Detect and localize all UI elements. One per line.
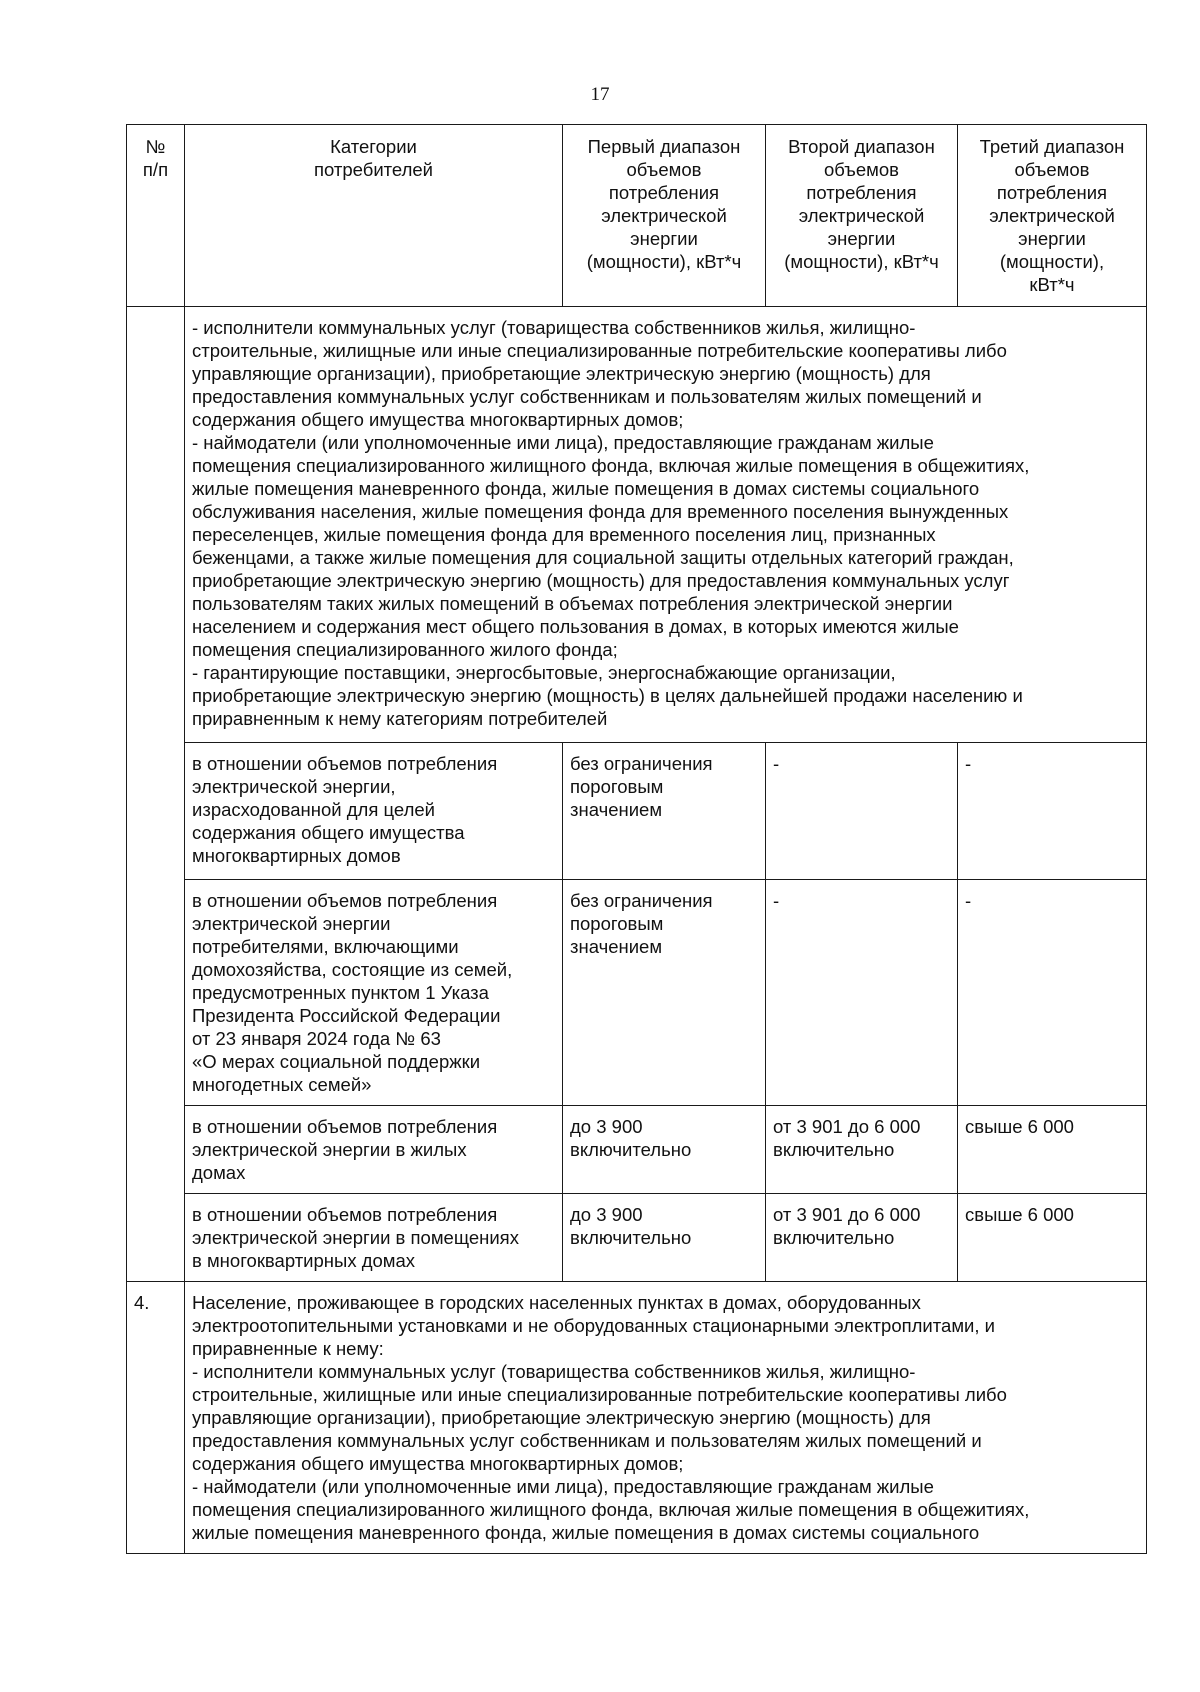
header-range2: Второй диапазон объемов потребления электрической энергии (мощности), кВт*ч (766, 125, 958, 307)
row-range3: - (958, 743, 1147, 880)
header-category: Категории потребителей (185, 125, 563, 307)
row-range3: свыше 6 000 (958, 1106, 1147, 1194)
row-range1: без ограничения пороговым значением (563, 880, 766, 1106)
tariff-table (126, 124, 1147, 1554)
continuation-num-cell (127, 307, 185, 1282)
page-number: 17 (590, 84, 610, 105)
table-header-row (127, 125, 1147, 307)
row-range3: свыше 6 000 (958, 1194, 1147, 1282)
row-range1: до 3 900 включительно (563, 1106, 766, 1194)
section-4-row (127, 1282, 1147, 1554)
row-range3: - (958, 880, 1147, 1106)
section-4-number: 4. (127, 1282, 185, 1554)
row-range2: - (766, 880, 958, 1106)
header-range1: Первый диапазон объемов потребления электрической энергии (мощности), кВт*ч (563, 125, 766, 307)
row-range1: без ограничения пороговым значением (563, 743, 766, 880)
section-4-text: Население, проживающее в городских населенных пунктах в домах, оборудованных электроотопительными установками и не оборудованных стационарными электроплитами, и приравненные к нему: - исполнители коммунальных услуг (товарищества собственников жилья, жилищно- строительные, жилищные или иные специализированные потребительские кооперативы либо управляющие организации), приобретающие электрическую энергию (мощность) для предоставления коммунальных услуг собственникам и пользователям жилых помещений и содержания общего имущества многоквартирных домов; - наймодатели (или уполномоченные ими лица), предоставляющие гражданам жилые помещения специализированного жилищного фонда, включая жилые помещения в общежитиях, жилые помещения маневренного фонда, жилые помещения в домах системы социального (185, 1282, 1147, 1554)
table-row (127, 743, 1147, 880)
header-num: № п/п (127, 125, 185, 307)
row-category: в отношении объемов потребления электрической энергии в помещениях в многоквартирных домах (185, 1194, 563, 1282)
header-range3: Третий диапазон объемов потребления электрической энергии (мощности), кВт*ч (958, 125, 1147, 307)
table-row (127, 1194, 1147, 1282)
row-range2: от 3 901 до 6 000 включительно (766, 1106, 958, 1194)
table-row (127, 880, 1147, 1106)
row-category: в отношении объемов потребления электрической энергии потребителями, включающими домохозяйства, состоящие из семей, предусмотренных пунктом 1 Указа Президента Российской Федерации от 23 января 2024 года № 63 «О мерах социальной поддержки многодетных семей» (185, 880, 563, 1106)
table-row (127, 1106, 1147, 1194)
row-category: в отношении объемов потребления электрической энергии, израсходованной для целей содержания общего имущества многоквартирных домов (185, 743, 563, 880)
continuation-text: - исполнители коммунальных услуг (товарищества собственников жилья, жилищно- строительные, жилищные или иные специализированные потребительские кооперативы либо управляющие организации), приобретающие электрическую энергию (мощность) для предоставления коммунальных услуг собственникам и пользователям жилых помещений и содержания общего имущества многоквартирных домов; - наймодатели (или уполномоченные ими лица), предоставляющие гражданам жилые помещения специализированного жилищного фонда, включая жилые помещения в общежитиях, жилые помещения маневренного фонда, жилые помещения в домах системы социального обслуживания населения, жилые помещения фонда для временного поселения вынужденных переселенцев, жилые помещения фонда для временного поселения лиц, признанных беженцами, а также жилые помещения для социальной защиты отдельных категорий граждан, приобретающие электрическую энергию (мощность) для предоставления коммунальных услуг пользователям таких жилых помещений в объемах потребления электрической энергии населением и содержания мест общего пользования в домах, в которых имеются жилые помещения специализированного жилого фонда; - гарантирующие поставщики, энергосбытовые, энергоснабжающие организации, приобретающие электрическую энергию (мощность) в целях дальнейшей продажи населению и приравненным к нему категориям потребителей (185, 307, 1147, 743)
row-category: в отношении объемов потребления электрической энергии в жилых домах (185, 1106, 563, 1194)
continuation-row (127, 307, 1147, 743)
row-range2: - (766, 743, 958, 880)
row-range2: от 3 901 до 6 000 включительно (766, 1194, 958, 1282)
row-range1: до 3 900 включительно (563, 1194, 766, 1282)
